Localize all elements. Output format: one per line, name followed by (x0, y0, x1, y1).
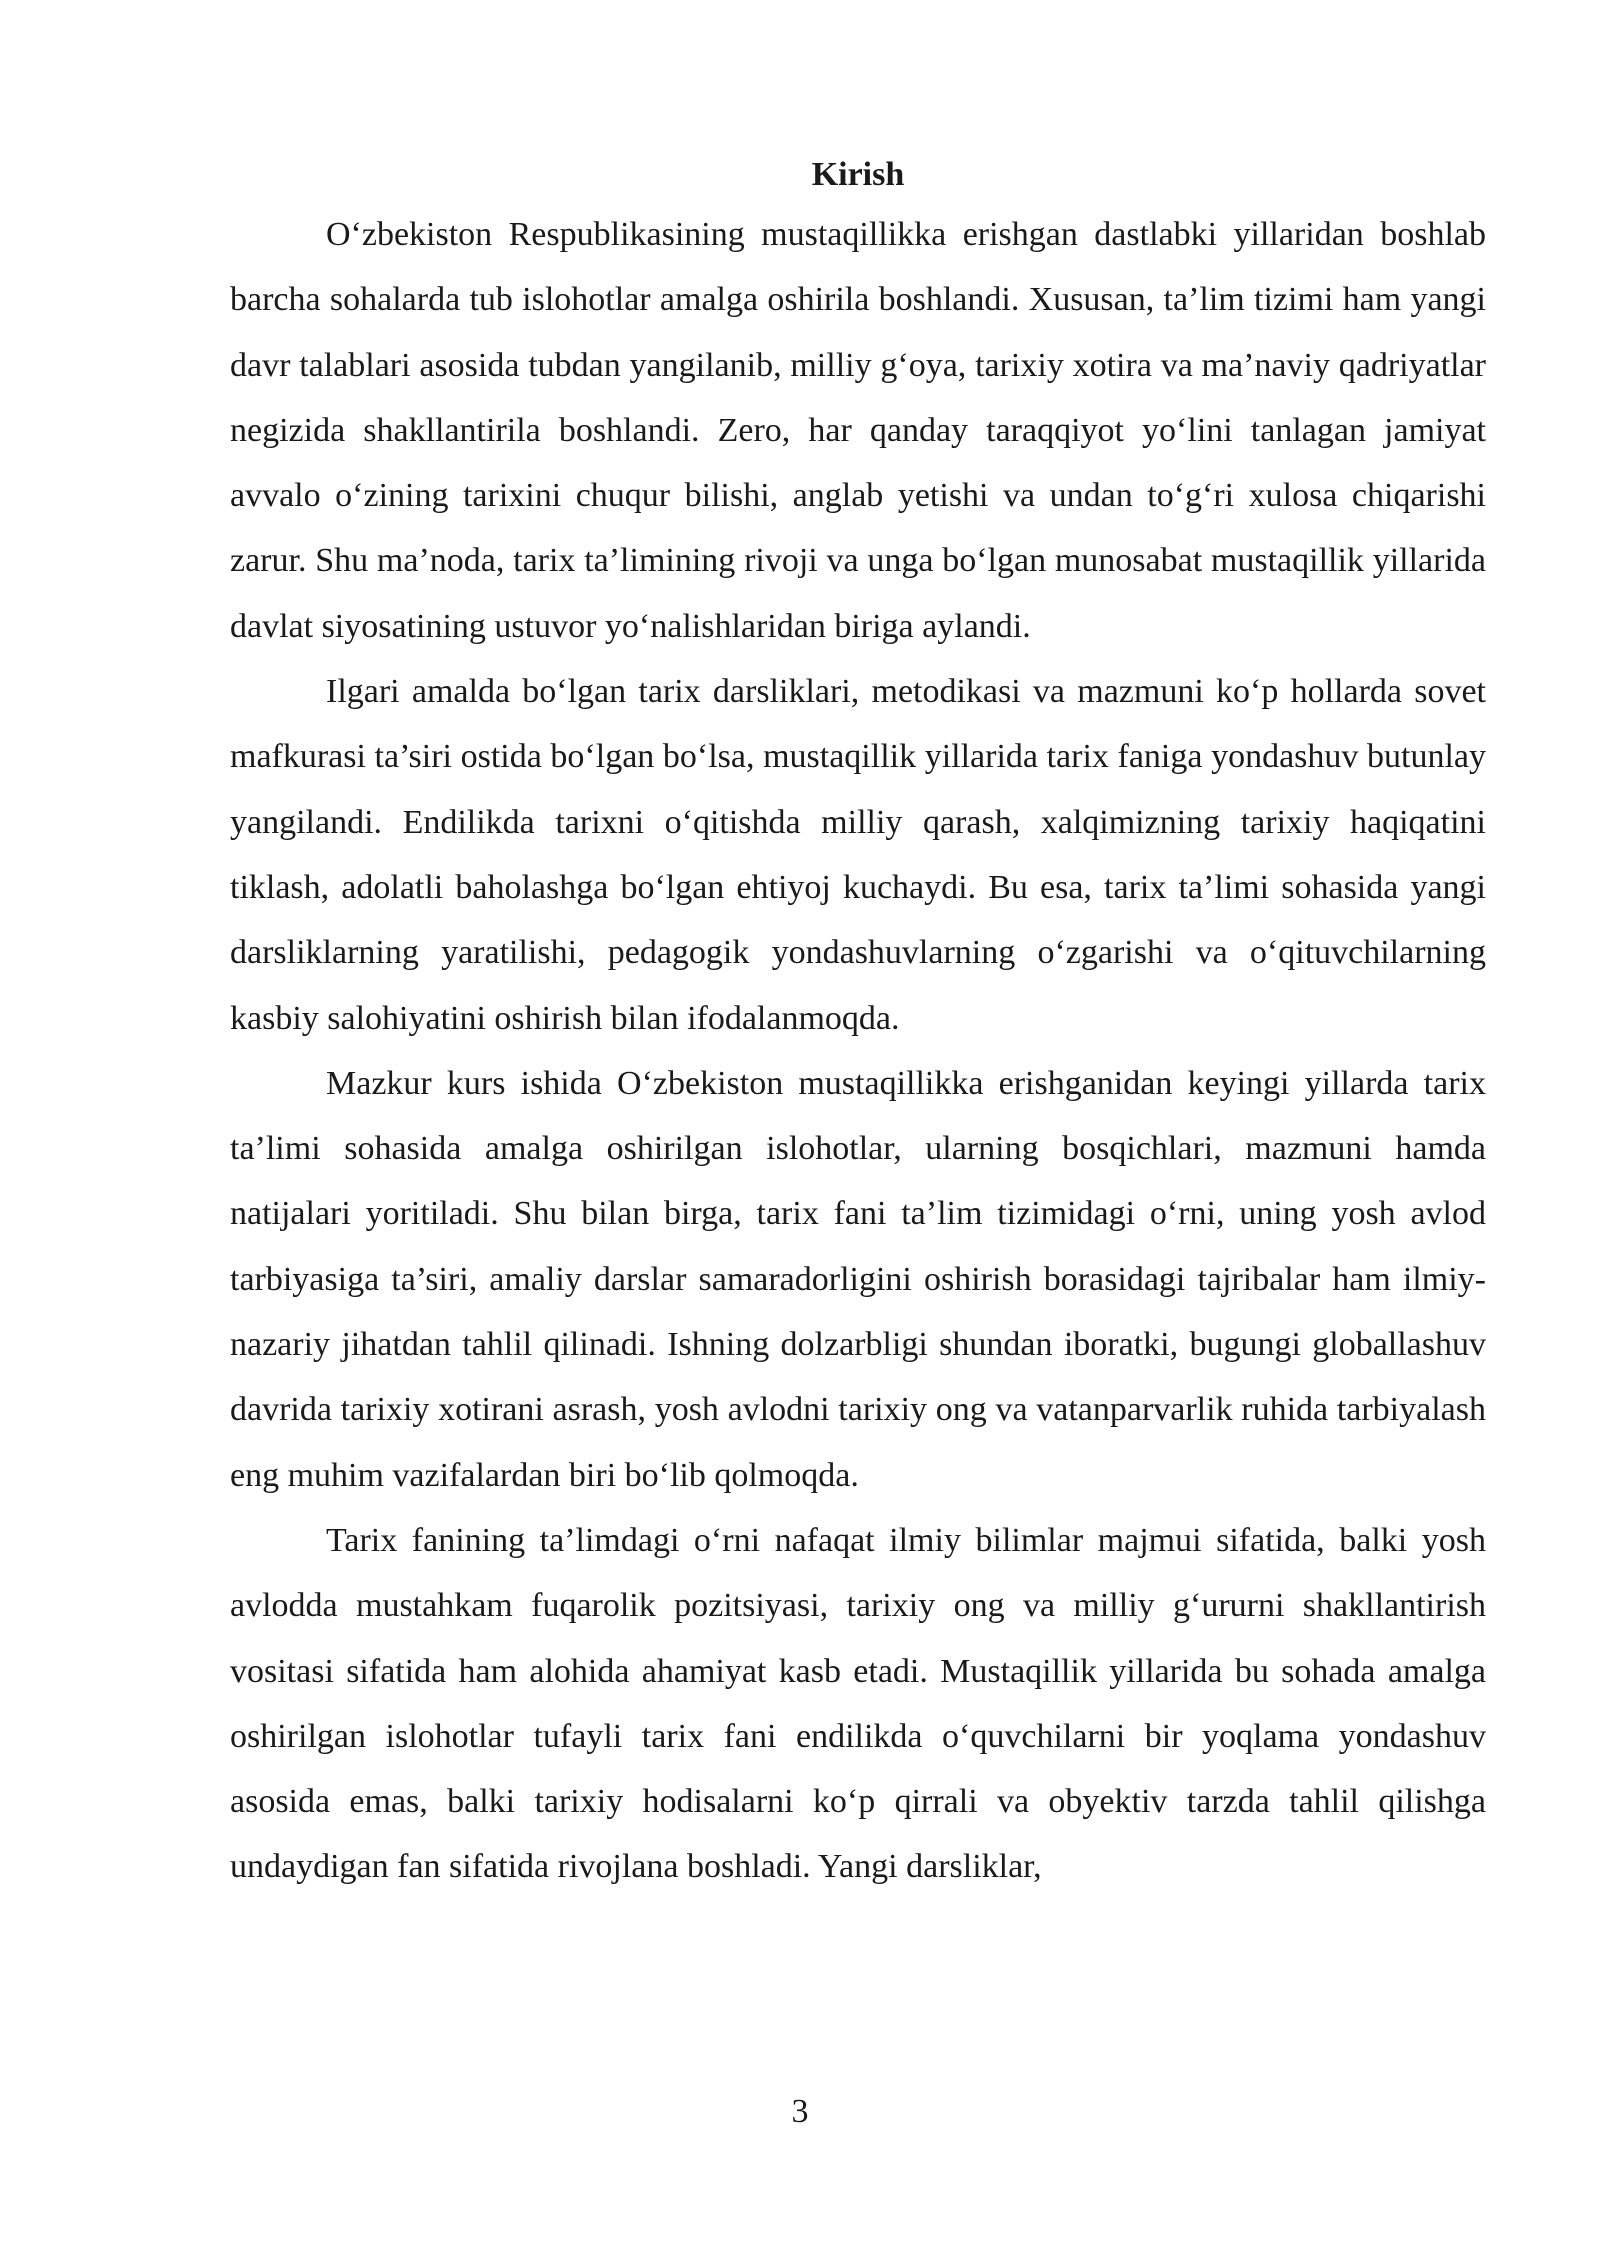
paragraph-3: Mazkur kurs ishida O‘zbekiston mustaqillikka erishganidan keyingi yillarda tarix ta’limi sohasida amalga oshirilgan islohotlar, ularning bosqichlari, mazmuni hamda natijalari yoritiladi. Shu bilan birga, tarix fani ta’lim tizimidagi o‘rni, uning yosh avlod tarbiyasiga ta’siri, amaliy darslar samaradorligini oshirish borasidagi tajribalar ham ilmiy-nazariy jihatdan tahlil qilinadi. Ishning dolzarbligi shundan iboratki, bugungi globallashuv davrida tarixiy xotirani asrash, yosh avlodni tarixiy ong va vatanparvarlik ruhida tarbiyalash eng muhim vazifalardan biri bo‘lib qolmoqda. (230, 1064, 1486, 1494)
page-number: 3 (791, 2093, 809, 2130)
section-title: Kirish (811, 156, 905, 193)
paragraph-1: O‘zbekiston Respublikasining mustaqillikka erishgan dastlabki yillaridan boshlab barcha sohalarda tub islohotlar amalga oshirila boshlandi. Xususan, ta’lim tizimi ham yangi davr talablari asosida tubdan yangilanib, milliy g‘oya, tarixiy xotira va ma’naviy qadriyatlar negizida shakllantirila boshlandi. Zero, har qanday taraqqiyot yo‘lini tanlagan jamiyat avvalo o‘zining tarixini chuqur bilishi, anglab yetishi va undan to‘g‘ri xulosa chiqarishi zarur. Shu ma’noda, tarix ta’limining rivoji va unga bo‘lgan munosabat mustaqillik yillarida davlat siyosatining ustuvor yo‘nalishlaridan biriga aylandi. (230, 216, 1486, 645)
page-content (230, 148, 1486, 1900)
paragraph-4: Tarix fanining ta’limdagi o‘rni nafaqat ilmiy bilimlar majmui sifatida, balki yosh avlodda mustahkam fuqarolik pozitsiyasi, tarixiy ong va milliy g‘ururni shakllantirish vositasi sifatida ham alohida ahamiyat kasb etadi. Mustaqillik yillarida bu sohada amalga oshirilgan islohotlar tufayli tarix fani endilikda o‘quvchilarni bir yoqlama yondashuv asosida emas, balki tarixiy hodisalarni ko‘p qirrali va obyektiv tarzda tahlil qilishga undaydigan fan sifatida rivojlana boshladi. Yangi darsliklar, (230, 1521, 1486, 1886)
paragraph-2: Ilgari amalda bo‘lgan tarix darsliklari, metodikasi va mazmuni ko‘p hollarda sovet mafkurasi ta’siri ostida bo‘lgan bo‘lsa, mustaqillik yillarida tarix faniga yondashuv butunlay yangilandi. Endilikda tarixni o‘qitishda milliy qarash, xalqimizning tarixiy haqiqatini tiklash, adolatli baholashga bo‘lgan ehtiyoj kuchaydi. Bu esa, tarix ta’limi sohasida yangi darsliklarning yaratilishi, pedagogik yondashuvlarning o‘zgarishi va o‘qituvchilarning kasbiy salohiyatini oshirish bilan ifodalanmoqda. (230, 673, 1486, 1037)
